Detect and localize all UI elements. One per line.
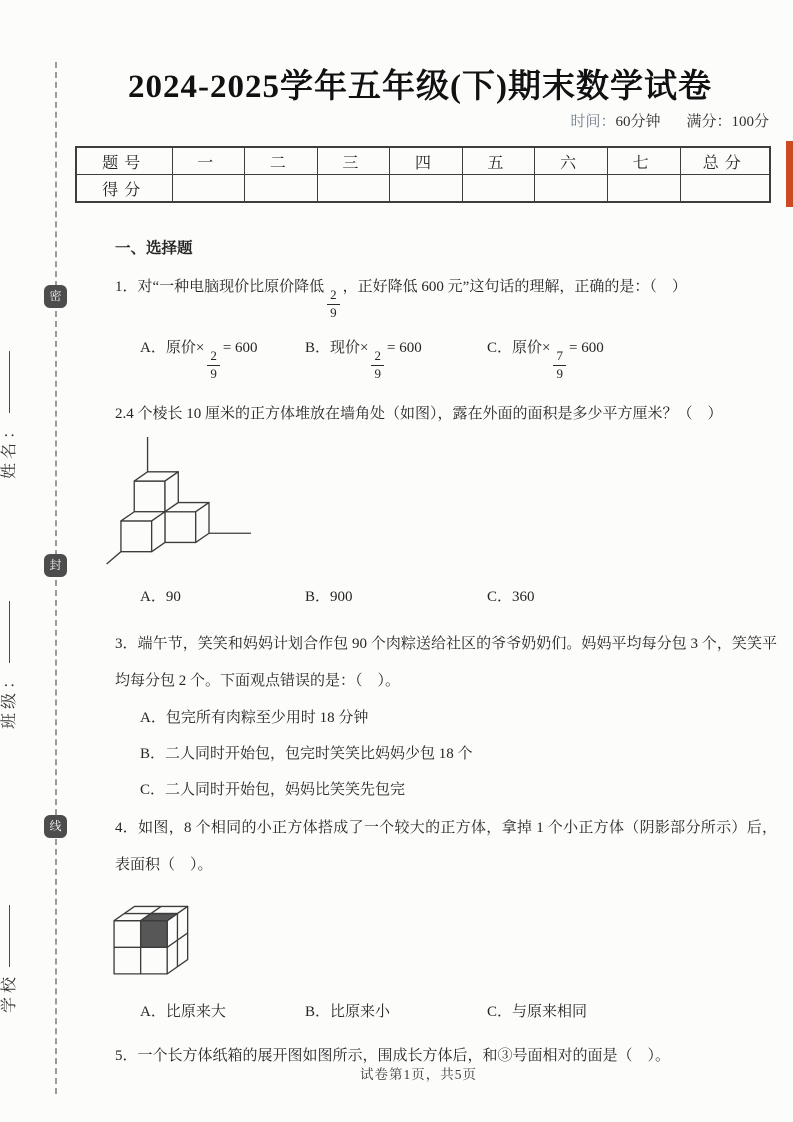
fraction-denominator: 9 [330, 304, 337, 320]
question-4: 4．如图，8 个相同的小正方体搭成了一个较大的正方体，拿掉 1 个小正方体（阴影部分所示）后，表面积（ ）。 [115, 819, 777, 873]
option-a-label: A． [140, 339, 166, 356]
score-col-6: 六 [535, 147, 608, 175]
score-col-1: 一 [172, 147, 245, 175]
option-b: B．比原来小 [305, 1003, 391, 1020]
option-b-label: B． [305, 339, 331, 356]
page-title: 2024-2025学年五年级(下)期末数学试卷 [128, 69, 712, 105]
score-col-4: 四 [390, 147, 463, 175]
full-score-value: 100分 [731, 114, 769, 130]
seal-dashed-line [55, 62, 57, 1094]
question-1-text-before: 1．对“一种电脑现价比原价降低 [115, 279, 325, 295]
score-col-7: 七 [607, 147, 680, 175]
score-cell [390, 175, 463, 203]
name-field [0, 351, 19, 479]
question-1 [115, 269, 777, 321]
score-cell [680, 175, 770, 203]
score-cell [607, 175, 680, 203]
score-col-2: 二 [245, 147, 318, 175]
fraction [553, 348, 566, 382]
option-b-suffix: = 600 [386, 339, 422, 356]
option-b-prefix: 现价× [330, 339, 369, 356]
school-blank-line [7, 905, 10, 967]
question-3-options [115, 700, 777, 808]
score-table-corner: 题号 [76, 147, 172, 175]
score-cell [317, 175, 390, 203]
fraction [207, 348, 220, 382]
fraction-denominator: 9 [374, 365, 381, 381]
fraction-denominator: 9 [556, 365, 563, 381]
option-c-label: C． [487, 339, 513, 356]
exam-body [115, 236, 777, 1075]
option-b: B．900 [305, 588, 353, 605]
scan-red-edge-mark [786, 141, 793, 207]
score-table-score-row [76, 175, 770, 203]
question-3: 3．端午节，笑笑和妈妈计划合作包 90 个肉粽送给社区的爷爷奶奶们。妈妈平均每分包 3 个，笑笑平均每分包 2 个。下面观点错误的是：（ ）。 [115, 635, 777, 689]
fraction-numerator: 2 [327, 287, 340, 304]
score-col-3: 三 [317, 147, 390, 175]
option-c-suffix: = 600 [568, 339, 604, 356]
seal-badge-mi: 密 [44, 285, 67, 308]
score-table [75, 146, 771, 203]
school-field [0, 905, 19, 1013]
score-row-label: 得分 [76, 175, 172, 203]
name-field-label: 姓名： [1, 418, 18, 479]
option-b: B．二人同时开始包，包完时笑笑比妈妈少包 18 个 [140, 745, 473, 762]
fraction-denominator: 9 [210, 365, 217, 381]
score-cell [172, 175, 245, 203]
option-b [305, 333, 487, 382]
exam-meta [570, 110, 769, 131]
corner-cubes-figure [105, 437, 777, 570]
score-table-header-row [76, 147, 770, 175]
score-cell [535, 175, 608, 203]
option-c [487, 333, 777, 382]
fraction-numerator: 2 [371, 348, 384, 365]
question-1-text-after: ，正好降低 600 元”这句话的理解，正确的是：（ ） [342, 279, 687, 295]
score-cell [245, 175, 318, 203]
page-footer: 试卷第1页，共5页 [360, 1067, 477, 1082]
seal-badge-xian: 线 [44, 815, 67, 838]
option-c-prefix: 原价× [512, 339, 551, 356]
question-5: 5．一个长方体纸箱的展开图如图所示，围成长方体后，和③号面相对的面是（ ）。 [115, 1047, 671, 1064]
option-a-suffix: = 600 [222, 339, 258, 356]
class-field-label: 班级： [1, 668, 18, 729]
full-score-label: 满分： [686, 114, 732, 130]
class-blank-line [7, 601, 10, 663]
fraction-numerator: 2 [207, 348, 220, 365]
time-label: 时间： [570, 114, 616, 130]
option-a: A．比原来大 [140, 1003, 226, 1020]
option-c: C．二人同时开始包，妈妈比笑笑先包完 [140, 781, 406, 798]
section-title-choice: 一、选择题 [115, 240, 193, 257]
question-1-options [115, 333, 777, 382]
question-2-options [115, 582, 777, 612]
name-blank-line [7, 351, 10, 413]
score-col-5: 五 [462, 147, 535, 175]
fraction [327, 287, 340, 321]
question-4-options [115, 997, 777, 1027]
time-value: 60分钟 [615, 114, 661, 130]
shaded-cube-figure [105, 888, 777, 985]
option-c: C．360 [487, 588, 535, 605]
fraction-numerator: 7 [553, 348, 566, 365]
class-field [0, 601, 19, 729]
option-a: A．包完所有肉粽至少用时 18 分钟 [140, 709, 369, 726]
score-col-total: 总分 [680, 147, 770, 175]
option-a-prefix: 原价× [165, 339, 205, 356]
option-c: C．与原来相同 [487, 1003, 588, 1020]
school-field-label: 学校 [1, 972, 18, 1013]
seal-badge-feng: 封 [44, 554, 67, 577]
option-a: A．90 [140, 588, 181, 605]
option-a [140, 333, 305, 382]
fraction [371, 348, 384, 382]
score-cell [462, 175, 535, 203]
question-2: 2.4 个棱长 10 厘米的正方体堆放在墙角处（如图），露在外面的面积是多少平方厘米？（ ） [115, 405, 723, 422]
